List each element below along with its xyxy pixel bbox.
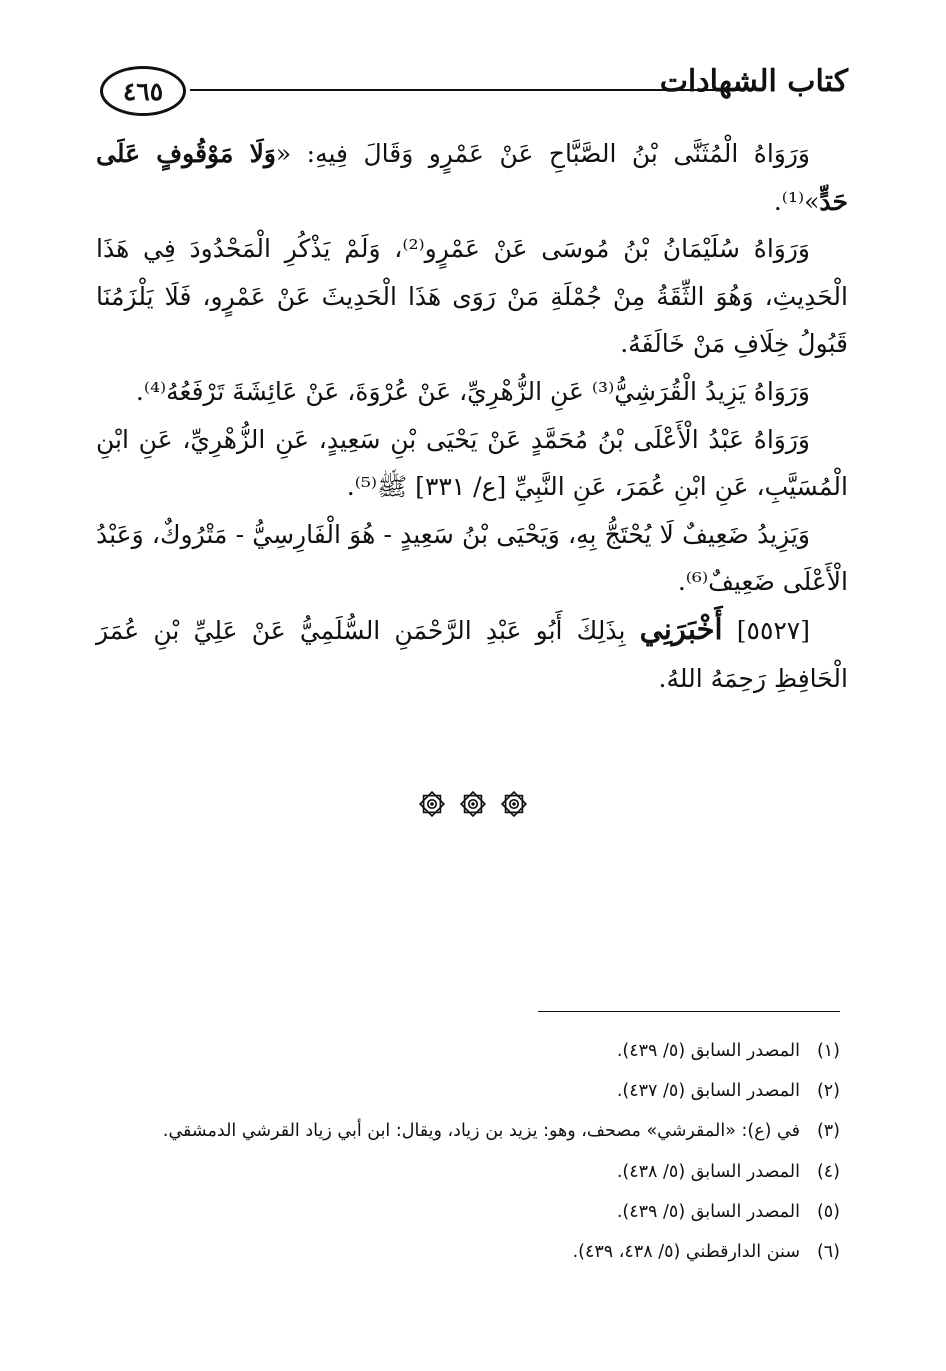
footnote-text: المصدر السابق (٥/ ٤٣٩). <box>616 1201 800 1222</box>
footnote-number: (٢) <box>816 1081 840 1102</box>
footnote-separator <box>538 1011 840 1012</box>
page-header <box>100 56 848 116</box>
header-rule <box>190 89 740 91</box>
paragraph-1-text-after: »⁽¹⁾. <box>773 186 820 216</box>
page-number-badge <box>100 66 186 116</box>
ornament-flower-icon <box>418 790 446 818</box>
paragraph-5: وَيَزِيدُ ضَعِيفٌ لَا يُحْتَجُّ بِهِ، وَيَحْيَى بْنُ سَعِيدٍ - هُوَ الْفَارِسِيُّ - مَتْرُوكٌ، وَعَبْدُ الْأَعْلَى ضَعِيفٌ⁽⁶⁾. <box>96 519 848 597</box>
footnote-number: (٦) <box>816 1242 840 1263</box>
paragraph-6 <box>96 606 848 702</box>
book-title: كتاب الشهادات <box>659 64 848 99</box>
footnote-text: المصدر السابق (٥/ ٤٣٨). <box>616 1161 800 1182</box>
ornament-flower-icon <box>500 790 528 818</box>
footnotes <box>100 1031 840 1272</box>
page-number: ٤٦٥ <box>122 76 164 106</box>
hadith-number: [٥٥٢٧] <box>722 615 810 645</box>
ornament-flower-icon <box>459 790 487 818</box>
footnote-number: (١) <box>816 1041 840 1061</box>
paragraph-1-text-before: وَرَوَاهُ الْمُثَنَّى بْنُ الصَّبَّاحِ عَنْ عَمْرٍو وَقَالَ فِيهِ: « <box>275 139 810 168</box>
footnote-number: (٥) <box>816 1201 840 1222</box>
paragraph-1 <box>96 130 848 225</box>
footnote-number: (٣) <box>816 1121 840 1142</box>
main-text <box>96 130 848 702</box>
footnote-item <box>100 1111 840 1151</box>
paragraph-3: وَرَوَاهُ يَزِيدُ الْقُرَشِيُّ⁽³⁾ عَنِ الزُّهْرِيِّ، عَنْ عُرْوَةَ، عَنْ عَائِشَةَ تَرْفَعُهُ⁽⁴⁾. <box>135 376 810 406</box>
footnote-item <box>100 1152 840 1192</box>
footnote-text: المصدر السابق (٥/ ٤٣٩). <box>616 1041 800 1061</box>
footnote-item <box>100 1031 840 1071</box>
akhbarani-word: أَخْبَرَنِي <box>639 611 723 646</box>
footnote-text: المصدر السابق (٥/ ٤٣٧). <box>616 1081 800 1102</box>
footnote-item <box>100 1232 840 1272</box>
footnote-text: في (ع): «المقرشي» مصحف، وهو: يزيد بن زياد، ويقال: ابن أبي زياد القرشي الدمشقي. <box>162 1121 800 1142</box>
footnote-number: (٤) <box>816 1161 840 1182</box>
paragraph-6-text-after: بِذَلِكَ أَبُو عَبْدِ الرَّحْمَنِ السُّلَمِيُّ عَنْ عَلِيِّ بْنِ عُمَرَ الْحَافِظِ رَحِمَهُ اللهُ. <box>96 615 848 693</box>
paragraph-1-quote: وَلَا مَوْقُوفٍ عَلَى حَدٍّ <box>96 139 848 216</box>
paragraph-2: وَرَوَاهُ سُلَيْمَانُ بْنُ مُوسَى عَنْ عَمْرٍو⁽²⁾، وَلَمْ يَذْكُرِ الْمَحْدُودَ فِي هَذَا الْحَدِيثِ، وَهُوَ الثِّقَةُ مِنْ جُمْلَةِ مَنْ رَوَى هَذَا الْحَدِيثَ عَنْ عَمْرٍو، فَلَا يَلْزَمُنَا قَبُولُ خِلَافِ مَنْ خَالَفَهُ. <box>96 234 848 359</box>
footnote-text: سنن الدارقطني (٥/ ٤٣٨، ٤٣٩). <box>572 1242 800 1263</box>
paragraph-4: وَرَوَاهُ عَبْدُ الْأَعْلَى بْنُ مُحَمَّدٍ عَنْ يَحْيَى بْنِ سَعِيدٍ، عَنِ الزُّهْرِيِّ، عَنِ ابْنِ الْمُسَيَّبِ، عَنِ ابْنِ عُمَرَ، عَنِ النَّبِيِّ [ع/ ٣٣١] ﷺ⁽⁵⁾. <box>96 424 848 502</box>
section-ornament <box>0 790 946 822</box>
footnote-item <box>100 1071 840 1111</box>
footnote-item <box>100 1192 840 1232</box>
